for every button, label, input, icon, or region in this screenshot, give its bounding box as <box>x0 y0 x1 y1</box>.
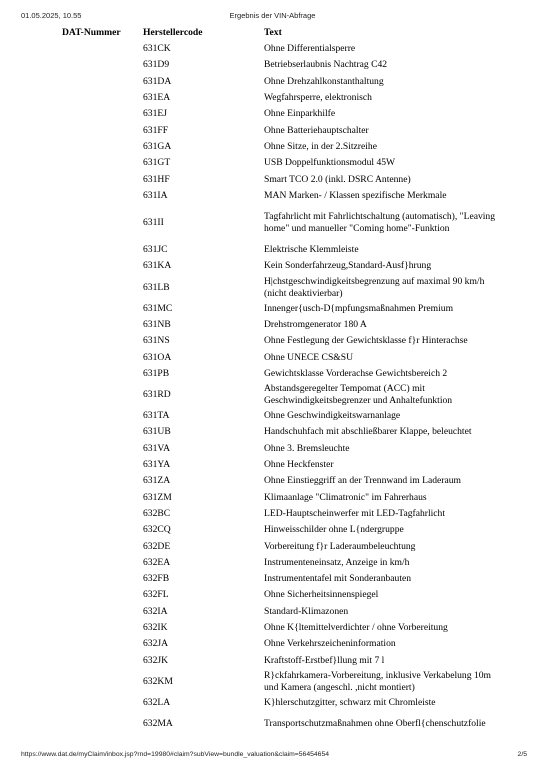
dat-nummer-cell <box>62 571 143 587</box>
page-number: 2/5 <box>517 751 527 758</box>
dat-nummer-cell <box>62 188 143 204</box>
herstellercode-cell: 631CK <box>143 43 171 55</box>
herstellercode-cell: 632JK <box>143 654 169 666</box>
text-cell: Smart TCO 2.0 (inkl. DSRC Antenne) <box>264 173 411 185</box>
table-row <box>62 242 504 258</box>
dat-nummer-cell <box>62 349 143 365</box>
text-cell: LED-Hauptscheinwerfer mit LED-Tagfahrlicht <box>264 507 446 519</box>
dat-nummer-cell <box>62 382 143 408</box>
text-cell: Klimaanlage "Climatronic" im Fahrerhaus <box>264 491 427 503</box>
text-cell: Ohne Drehzahlkonstanthaltung <box>264 75 384 87</box>
dat-nummer-cell <box>62 242 143 258</box>
table-row <box>62 122 504 138</box>
text-cell: Transportschutzmaßnahmen ohne Oberfl{chenschutzfolie <box>264 718 486 730</box>
text-cell: Gewichtsklasse Vorderachse Gewichtsbereich 2 <box>264 367 448 379</box>
herstellercode-cell: 631OA <box>143 351 172 363</box>
text-cell: Ohne Batteriehauptschalter <box>264 124 369 136</box>
herstellercode-cell: 631MC <box>143 302 173 314</box>
table-row <box>62 301 504 317</box>
table-row <box>62 522 504 538</box>
dat-nummer-cell <box>62 317 143 333</box>
text-cell: Ohne Geschwindigkeitswarnanlage <box>264 410 401 422</box>
table-row <box>62 490 504 506</box>
text-cell: Hinweisschilder ohne L{ndergruppe <box>264 524 404 536</box>
text-cell: Instrumententafel mit Sonderanbauten <box>264 573 412 585</box>
table-row <box>62 653 504 669</box>
table-row <box>62 366 504 382</box>
table-row <box>62 275 504 301</box>
vin-result-table <box>62 23 504 737</box>
dat-nummer-cell <box>62 57 143 73</box>
herstellercode-cell: 631RD <box>143 389 171 401</box>
text-cell: Ohne Verkehrszeicheninformation <box>264 638 396 650</box>
text-cell: Kraftstoff-Erstbef}llung mit 7 l <box>264 654 385 666</box>
herstellercode-cell: 631IA <box>143 189 168 201</box>
text-cell: Instrumenteneinsatz, Anzeige in km/h <box>264 556 410 568</box>
text-cell: Ohne Sicherheitsinnenspiegel <box>264 589 379 601</box>
herstellercode-cell: 631FF <box>143 124 169 136</box>
text-cell: Ohne K{ltemittelverdichter / ohne Vorbereitung <box>264 622 448 634</box>
dat-nummer-cell <box>62 171 143 187</box>
text-cell: Ohne UNECE CS&SU <box>264 351 354 363</box>
print-datetime: 01.05.2025, 10.55 <box>21 11 82 20</box>
dat-nummer-cell <box>62 711 143 737</box>
page-title: Ergebnis der VIN-Abfrage <box>229 11 316 20</box>
herstellercode-cell: 631KA <box>143 260 172 272</box>
herstellercode-cell: 631JC <box>143 244 168 256</box>
text-cell: Kein Sonderfahrzeug,Standard-Ausf}hrung <box>264 260 432 272</box>
dat-nummer-cell <box>62 74 143 90</box>
herstellercode-cell: 631UB <box>143 426 171 438</box>
text-cell: H|chstgeschwindigkeitsbegrenzung auf maximal 90 km/h (nicht deaktivierbar) <box>264 275 485 299</box>
herstellercode-cell: 632BC <box>143 507 171 519</box>
table-row <box>62 349 504 365</box>
dat-nummer-cell <box>62 473 143 489</box>
table-row <box>62 441 504 457</box>
column-header-text: Text <box>264 26 282 38</box>
text-cell: Tagfahrlicht mit Fahrlichtschaltung (automatisch), "Leaving home" und manueller "Coming home"-Funktion <box>264 210 496 234</box>
herstellercode-cell: 631D9 <box>143 59 170 71</box>
dat-nummer-cell <box>62 139 143 155</box>
text-cell: Drehstromgenerator 180 A <box>264 319 367 330</box>
dat-nummer-cell <box>62 522 143 538</box>
dat-nummer-cell <box>62 490 143 506</box>
table-row <box>62 74 504 90</box>
table-row <box>62 538 504 554</box>
text-cell: Ohne Einparkhilfe <box>264 108 336 120</box>
text-cell: Wegfahrsperre, elektronisch <box>264 92 372 104</box>
column-header-dat-nummer: DAT-Nummer <box>62 26 121 38</box>
table-row <box>62 424 504 440</box>
dat-nummer-cell <box>62 636 143 652</box>
dat-nummer-cell <box>62 90 143 106</box>
dat-nummer-cell <box>62 604 143 620</box>
table-row <box>62 669 504 695</box>
table-row <box>62 636 504 652</box>
herstellercode-cell: 631NB <box>143 319 171 330</box>
table-row <box>62 571 504 587</box>
herstellercode-cell: 632CQ <box>143 524 171 536</box>
table-row <box>62 555 504 571</box>
dat-nummer-cell <box>62 441 143 457</box>
table-row <box>62 188 504 204</box>
herstellercode-cell: 632FL <box>143 589 169 601</box>
table-row <box>62 258 504 274</box>
dat-nummer-cell <box>62 695 143 711</box>
table-row <box>62 506 504 522</box>
dat-nummer-cell <box>62 408 143 424</box>
herstellercode-cell: 631HF <box>143 173 170 185</box>
text-cell: R}ckfahrkamera-Vorbereitung, inklusive Verkabelung 10m und Kamera (angeschl. ,nicht montiert) <box>264 669 491 693</box>
herstellercode-cell: 631DA <box>143 75 172 87</box>
herstellercode-cell: 632KM <box>143 675 173 687</box>
herstellercode-cell: 631LB <box>143 281 170 293</box>
herstellercode-cell: 632IK <box>143 622 168 634</box>
table-row <box>62 171 504 187</box>
dat-nummer-cell <box>62 122 143 138</box>
herstellercode-cell: 631EA <box>143 92 171 104</box>
dat-nummer-cell <box>62 204 143 242</box>
text-cell: Ohne Differentialsperre <box>264 43 356 55</box>
table-row <box>62 41 504 57</box>
herstellercode-cell: 631PB <box>143 367 170 379</box>
herstellercode-cell: 631YA <box>143 459 171 471</box>
herstellercode-cell: 631ZA <box>143 475 171 487</box>
herstellercode-cell: 632MA <box>143 718 173 730</box>
text-cell: Ohne 3. Bremsleuchte <box>264 442 350 454</box>
dat-nummer-cell <box>62 258 143 274</box>
dat-nummer-cell <box>62 587 143 603</box>
text-cell: Abstandsgeregelter Tempomat (ACC) mit Geschwindigkeitsbegrenzer und Anhaltefunktion <box>264 383 453 407</box>
herstellercode-cell: 631VA <box>143 442 171 454</box>
table-header-row <box>62 23 504 41</box>
text-cell: Betriebserlaubnis Nachtrag C42 <box>264 59 388 71</box>
herstellercode-cell: 632EA <box>143 556 171 568</box>
table-row <box>62 333 504 349</box>
text-cell: Vorbereitung f}r Laderaumbeleuchtung <box>264 540 416 552</box>
text-cell: Ohne Heckfenster <box>264 459 334 471</box>
herstellercode-cell: 631II <box>143 216 164 228</box>
column-header-herstellercode: Herstellercode <box>143 26 203 38</box>
herstellercode-cell: 631TA <box>143 410 170 422</box>
table-row <box>62 604 504 620</box>
dat-nummer-cell <box>62 106 143 122</box>
dat-nummer-cell <box>62 275 143 301</box>
table-row <box>62 204 504 242</box>
dat-nummer-cell <box>62 506 143 522</box>
herstellercode-cell: 631EJ <box>143 108 167 120</box>
dat-nummer-cell <box>62 301 143 317</box>
table-row <box>62 457 504 473</box>
table-row <box>62 587 504 603</box>
footer-url: https://www.dat.de/myClaim/inbox.jsp?rnd=19980#claim?subView=bundle_valuation&claim=56454654 <box>21 751 330 758</box>
dat-nummer-cell <box>62 538 143 554</box>
text-cell: Ohne Sitze, in der 2.Sitzreihe <box>264 140 377 152</box>
text-cell: USB Doppelfunktionsmodul 45W <box>264 157 396 169</box>
table-row <box>62 90 504 106</box>
text-cell: Elektrische Klemmleiste <box>264 244 359 256</box>
table-row <box>62 473 504 489</box>
table-row <box>62 139 504 155</box>
herstellercode-cell: 632FB <box>143 573 170 585</box>
dat-nummer-cell <box>62 620 143 636</box>
text-cell: Standard-Klimazonen <box>264 605 349 617</box>
herstellercode-cell: 632DE <box>143 540 171 552</box>
dat-nummer-cell <box>62 366 143 382</box>
text-cell: Innenger{usch-D{mpfungsmaßnahmen Premium <box>264 302 454 314</box>
table-row <box>62 106 504 122</box>
dat-nummer-cell <box>62 653 143 669</box>
dat-nummer-cell <box>62 155 143 171</box>
table-row <box>62 711 504 737</box>
dat-nummer-cell <box>62 424 143 440</box>
text-cell: Ohne Festlegung der Gewichtsklasse f}r Hinterachse <box>264 335 468 347</box>
herstellercode-cell: 631NS <box>143 335 170 347</box>
dat-nummer-cell <box>62 457 143 473</box>
text-cell: K}hlerschutzgitter, schwarz mit Chromleiste <box>264 696 436 708</box>
text-cell: Ohne Einstieggriff an der Trennwand im Laderaum <box>264 475 461 487</box>
herstellercode-cell: 632IA <box>143 605 168 617</box>
herstellercode-cell: 631GA <box>143 140 172 152</box>
dat-nummer-cell <box>62 669 143 695</box>
table-body <box>62 41 504 737</box>
text-cell: Handschuhfach mit abschließbarer Klappe, beleuchtet <box>264 426 472 438</box>
herstellercode-cell: 631GT <box>143 157 171 169</box>
table-row <box>62 620 504 636</box>
dat-nummer-cell <box>62 333 143 349</box>
dat-nummer-cell <box>62 41 143 57</box>
table-row <box>62 317 504 333</box>
table-row <box>62 155 504 171</box>
text-cell: MAN Marken- / Klassen spezifische Merkmale <box>264 189 447 201</box>
table-row <box>62 57 504 73</box>
table-row <box>62 408 504 424</box>
herstellercode-cell: 631ZM <box>143 491 172 503</box>
dat-nummer-cell <box>62 555 143 571</box>
herstellercode-cell: 632LA <box>143 696 171 708</box>
table-row <box>62 695 504 711</box>
herstellercode-cell: 632JA <box>143 638 169 650</box>
table-row <box>62 382 504 408</box>
